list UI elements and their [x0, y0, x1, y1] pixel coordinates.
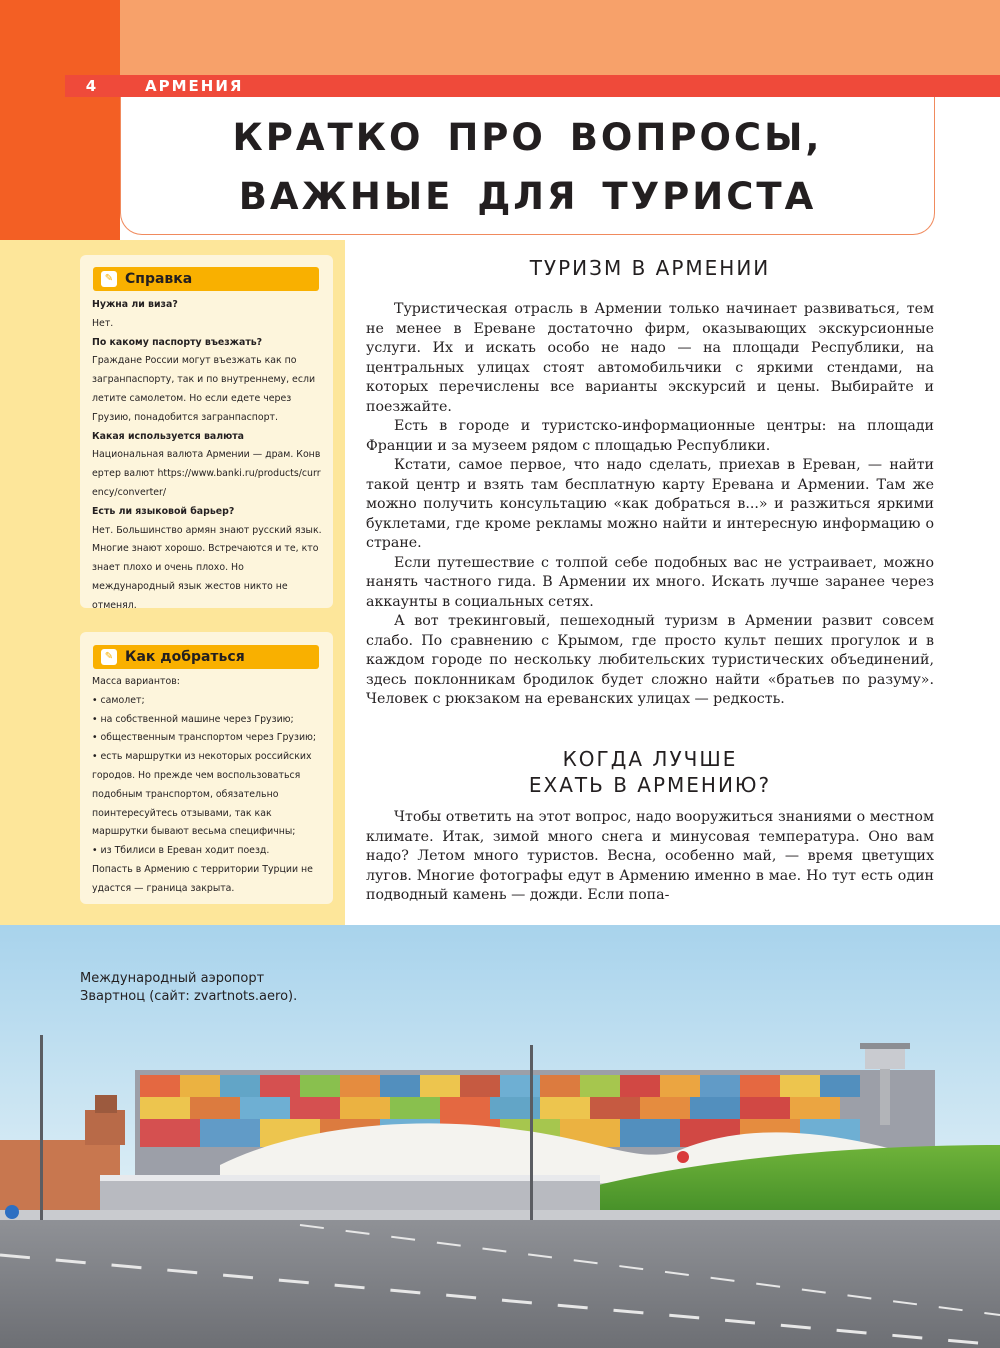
- section-heading-tourism: ТУРИЗМ В АРМЕНИИ: [529, 256, 771, 280]
- travel-box-heading: ✎ Как добраться: [93, 645, 319, 669]
- list-item: • общественным транспортом через Грузию;: [92, 732, 317, 744]
- header-orange-block: [0, 0, 120, 240]
- reference-answer: Нет.: [92, 317, 114, 329]
- reference-answer: Нет. Большинство армян знают русский язык. Многие знают хорошо. Встречаются и те, кто знает плохо и очень плохо. Но международный язык жестов никто не отменял.: [92, 524, 322, 611]
- reference-question: Есть ли языковой барьер?: [92, 505, 235, 517]
- travel-box-content: [92, 673, 324, 899]
- paragraph: Туристическая отрасль в Армении только начинает развиваться, тем не менее в Ереване достаточно фирм, оказывающих экскурсионные услуги. Их и искать особо не надо — на площади Республики, на центральных улицах стоят автомобильчики с яркими стендами, на которых перечислены все варианты экскурсий и цены. Выбирайте и поезжайте.: [366, 301, 934, 415]
- paragraph: Если путешествие с толпой себе подобных вас не устраивает, можно нанять частного гида. В Армении их много. Искать лучше заранее через аккаунты в социальных сетях.: [366, 554, 934, 610]
- section-body-tourism: [366, 300, 934, 710]
- reference-question: Нужна ли виза?: [92, 299, 178, 310]
- reference-box-heading: ✎ Справка: [93, 267, 319, 291]
- travel-intro: Масса вариантов:: [92, 676, 180, 687]
- page-title-line1: КРАТКО ПРО ВОПРОСЫ,: [232, 116, 823, 159]
- page-title: [120, 108, 935, 226]
- section-name: АРМЕНИЯ: [145, 77, 244, 95]
- page-title-line2: ВАЖНЫЕ ДЛЯ ТУРИСТА: [238, 175, 817, 218]
- info-icon: ✎: [101, 271, 117, 287]
- list-item: • на собственной машине через Грузию;: [92, 713, 294, 725]
- travel-outro: Попасть в Армению с территории Турции не удастся — граница закрыта.: [92, 863, 313, 894]
- header-peach-band: [120, 0, 1000, 78]
- section-body-when: [366, 808, 934, 906]
- list-item: • есть маршрутки из некоторых российских городов. Но прежде чем воспользоваться подобным транспортом, обязательно поинтересуйтесь отзывами, так как маршрутки бывают весьма специфичны;: [92, 751, 312, 838]
- page-number: 4: [85, 77, 97, 95]
- info-icon: ✎: [101, 649, 117, 665]
- reference-question: По какому паспорту въезжать?: [92, 336, 263, 348]
- reference-answer: Граждане России могут въезжать как по загранпаспорту, так и по внутреннему, если летите самолетом. Но если едете через Грузию, понадобится загранпаспорт.: [92, 355, 316, 423]
- list-item: • самолет;: [92, 694, 145, 706]
- photo-caption: Международный аэропорт Звартноц (сайт: zvartnots.aero).: [80, 971, 298, 1004]
- paragraph: Чтобы ответить на этот вопрос, надо вооружиться знаниями о местном климате. Итак, зимой много снега и минусовая температура. Оно вам надо? Летом много туристов. Весна, особенно май, — время цветущих лугов. Многие фотографы едут в Армению именно в мае. Но тут есть один подводный камень — дожди. Если попа-: [366, 809, 934, 903]
- paragraph: Кстати, самое первое, что надо сделать, приехав в Ереван, — найти такой центр и взять там бесплатную карту Еревана и Армении. Там же можно получить консультацию «как добраться в...» и разжиться яркими буклетами, где кроме рекламы можно найти и интересную информацию о стране.: [366, 457, 934, 551]
- paragraph: Есть в городе и туристско-информационные центры: на площади Франции и за музеем рядом с площадью Республики.: [366, 418, 934, 454]
- section-heading-when: КОГДА ЛУЧШЕ ЕХАТЬ В АРМЕНИЮ?: [528, 747, 772, 797]
- reference-answer: Национальная валюта Армении — драм. Конвертер валют https://www.banki.ru/products/currency/converter/: [92, 449, 321, 498]
- reference-box-content: [92, 296, 324, 616]
- list-item: • из Тбилиси в Ереван ходит поезд.: [92, 845, 270, 857]
- reference-question: Какая используется валюта: [92, 430, 244, 442]
- paragraph: А вот трекинговый, пешеходный туризм в Армении развит совсем слабо. По сравнению с Крымом, где просто культ пеших прогулок и в каждом городе по нескольку любительских туристических объединений, здесь поклонникам бродилок будет сложно найти «братьев по разуму». Человек с рюкзаком на ереванских улицах — редкость.: [366, 613, 934, 707]
